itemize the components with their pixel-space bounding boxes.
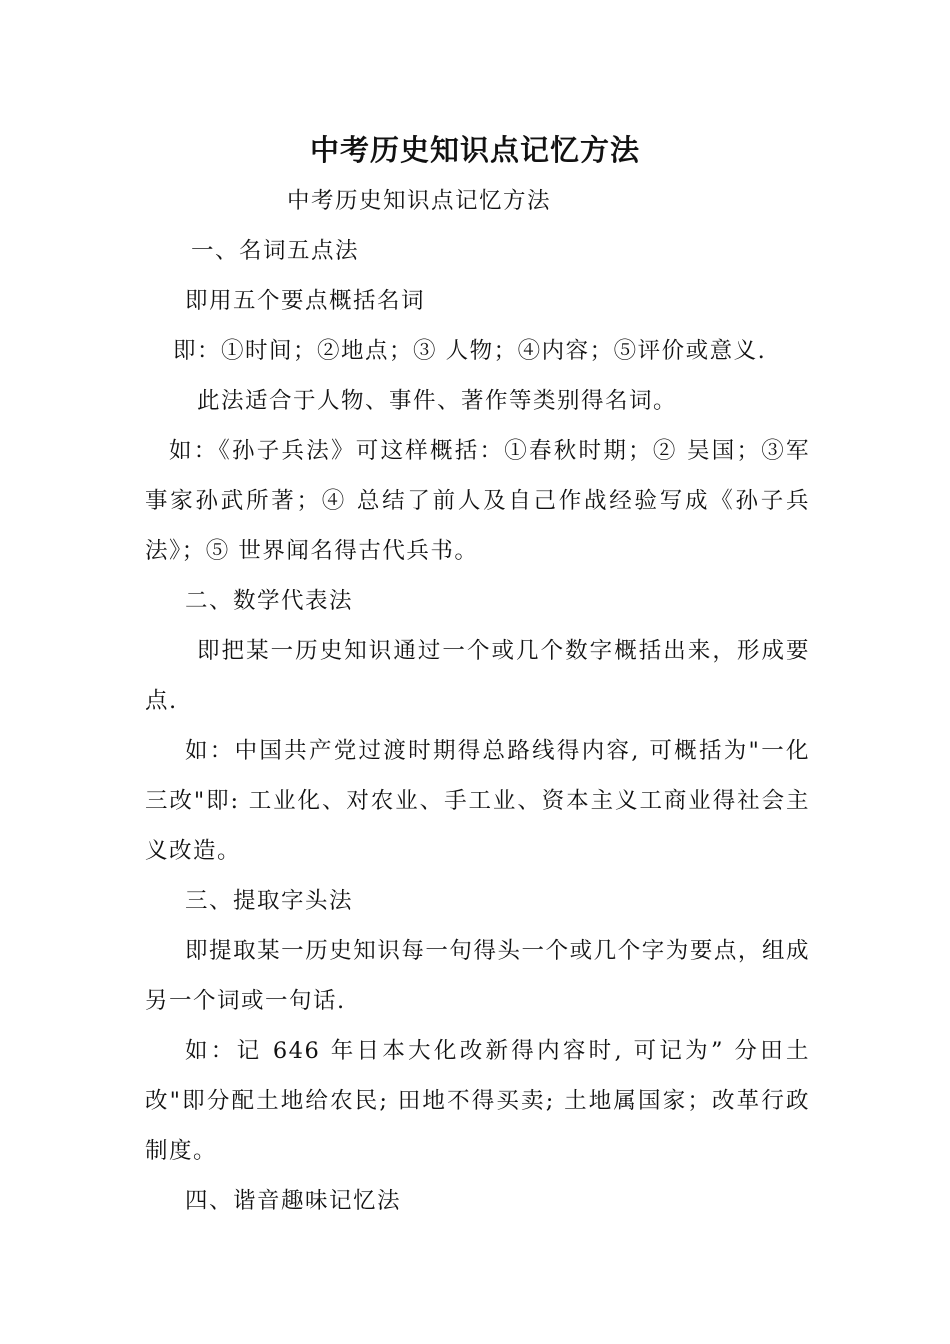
paragraph: 此法适合于人物、事件、著作等类别得名词。 [197,388,678,414]
document-body [145,176,810,1226]
section-heading-4: 四、谐音趣味记忆法 [185,1188,402,1214]
paragraph: 即把某一历史知识通过一个或几个数字概括出来，形成要点. [145,638,810,714]
paragraph: 如：记 646 年日本大化改新得内容时, 可记为” 分田土改"即分配土地给农民; 田地不得买卖; 土地属国家；改革行政制度。 [145,1038,810,1164]
paragraph: 如：《孙子兵法》可这样概括：①春秋时期；② 吴国；③军事家孙武所著；④ 总结了前人及自己作战经验写成《孙子兵法》；⑤ 世界闻名得古代兵书。 [145,438,810,564]
paragraph: 即：①时间；②地点；③ 人物；④内容；⑤评价或意义. [173,338,767,364]
document-title: 中考历史知识点记忆方法 [309,133,640,167]
paragraph: 即用五个要点概括名词 [185,288,426,314]
section-heading-2: 二、数学代表法 [185,588,354,614]
paragraph: 即提取某一历史知识每一句得头一个或几个字为要点，组成另一个词或一句话. [145,938,810,1014]
section-heading-1: 一、名词五点法 [191,238,360,264]
section-heading-3: 三、提取字头法 [185,888,354,914]
paragraph: 如：中国共产党过渡时期得总路线得内容, 可概括为"一化三改"即: 工业化、对农业、手工业、资本主义工商业得社会主义改造。 [145,738,810,864]
subtitle: 中考历史知识点记忆方法 [287,188,552,214]
